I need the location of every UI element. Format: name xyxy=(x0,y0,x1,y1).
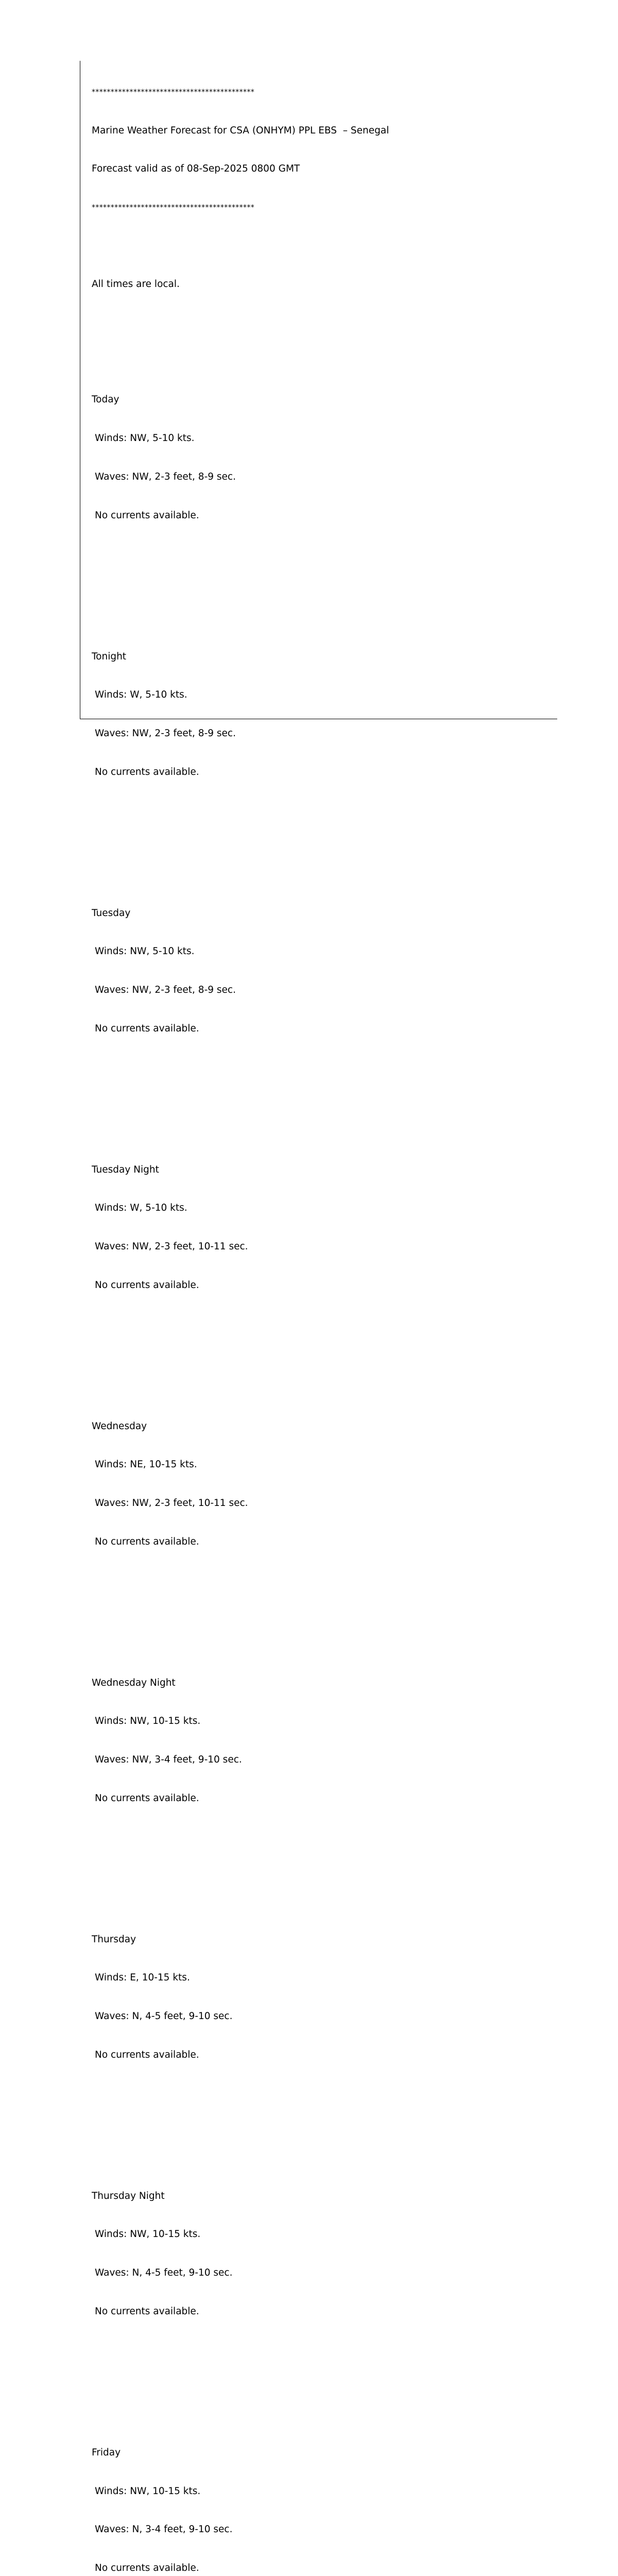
times-note: All times are local. xyxy=(92,279,180,290)
period-waves: Waves: N, 4-5 feet, 9-10 sec. xyxy=(95,2011,233,2022)
period-name: Friday xyxy=(92,2447,121,2458)
spacer xyxy=(92,2088,555,2100)
period-waves: Waves: NW, 2-3 feet, 8-9 sec. xyxy=(95,727,236,739)
forecast-period xyxy=(92,2164,555,2382)
spacer xyxy=(92,804,555,817)
period-winds: Winds: E, 10-15 kts. xyxy=(95,1972,190,1984)
spacer xyxy=(92,1061,555,1074)
period-name: Thursday Night xyxy=(92,2190,165,2201)
spacer xyxy=(92,548,555,561)
period-winds: Winds: NW, 5-10 kts. xyxy=(95,946,195,957)
period-winds: Winds: W, 5-10 kts. xyxy=(95,1202,187,1214)
period-winds: Winds: NW, 5-10 kts. xyxy=(95,433,195,444)
period-currents: No currents available. xyxy=(95,510,199,521)
forecast-period xyxy=(92,2421,555,2576)
period-name: Today xyxy=(92,394,119,405)
period-winds: Winds: NW, 10-15 kts. xyxy=(95,2229,201,2240)
spacer xyxy=(92,1574,555,1587)
period-name: Tuesday xyxy=(92,907,131,919)
period-currents: No currents available. xyxy=(95,1023,199,1034)
period-waves: Waves: NW, 3-4 feet, 9-10 sec. xyxy=(95,1754,242,1766)
period-name: Wednesday xyxy=(92,1420,147,1432)
period-name: Tonight xyxy=(92,651,127,662)
period-waves: Waves: N, 3-4 feet, 9-10 sec. xyxy=(95,2524,233,2535)
period-currents: No currents available. xyxy=(95,1536,199,1547)
forecast-valid-time: Forecast valid as of 08-Sep-2025 0800 GMT xyxy=(92,163,300,175)
header-stars-bottom: ******************************************* xyxy=(92,203,255,212)
forecast-period xyxy=(92,882,555,1099)
period-currents: No currents available. xyxy=(95,1792,199,1804)
period-waves: Waves: NW, 2-3 feet, 8-9 sec. xyxy=(95,471,236,482)
forecast-title: Marine Weather Forecast for CSA (ONHYM) PPL EBS – Senegal xyxy=(92,125,389,136)
period-waves: Waves: NW, 2-3 feet, 10-11 sec. xyxy=(95,1498,248,1509)
spacer xyxy=(92,1317,555,1330)
period-winds: Winds: NW, 10-15 kts. xyxy=(95,1716,201,1727)
period-currents: No currents available. xyxy=(95,2306,199,2317)
period-winds: Winds: NE, 10-15 kts. xyxy=(95,1459,197,1470)
period-name: Wednesday Night xyxy=(92,1677,176,1688)
forecast-period xyxy=(92,1395,555,1613)
spacer xyxy=(92,2344,555,2357)
forecast-document xyxy=(92,60,555,2576)
forecast-period xyxy=(92,1908,555,2126)
spacer xyxy=(92,240,555,253)
period-waves: Waves: NW, 2-3 feet, 8-9 sec. xyxy=(95,984,236,995)
forecast-period xyxy=(92,368,555,586)
spacer xyxy=(92,1831,555,1844)
header-stars-top: ******************************************* xyxy=(92,88,255,96)
period-currents: No currents available. xyxy=(95,2562,199,2573)
period-winds: Winds: NW, 10-15 kts. xyxy=(95,2485,201,2497)
period-currents: No currents available. xyxy=(95,2049,199,2060)
period-winds: Winds: W, 5-10 kts. xyxy=(95,689,187,701)
period-name: Tuesday Night xyxy=(92,1164,159,1175)
spacer xyxy=(92,317,555,330)
forecast-period xyxy=(92,625,555,843)
period-waves: Waves: N, 4-5 feet, 9-10 sec. xyxy=(95,2267,233,2279)
forecast-period xyxy=(92,1138,555,1356)
period-name: Thursday xyxy=(92,1934,136,1945)
period-currents: No currents available. xyxy=(95,766,199,777)
period-currents: No currents available. xyxy=(95,1279,199,1291)
period-waves: Waves: NW, 2-3 feet, 10-11 sec. xyxy=(95,1241,248,1252)
forecast-period xyxy=(92,1651,555,1869)
